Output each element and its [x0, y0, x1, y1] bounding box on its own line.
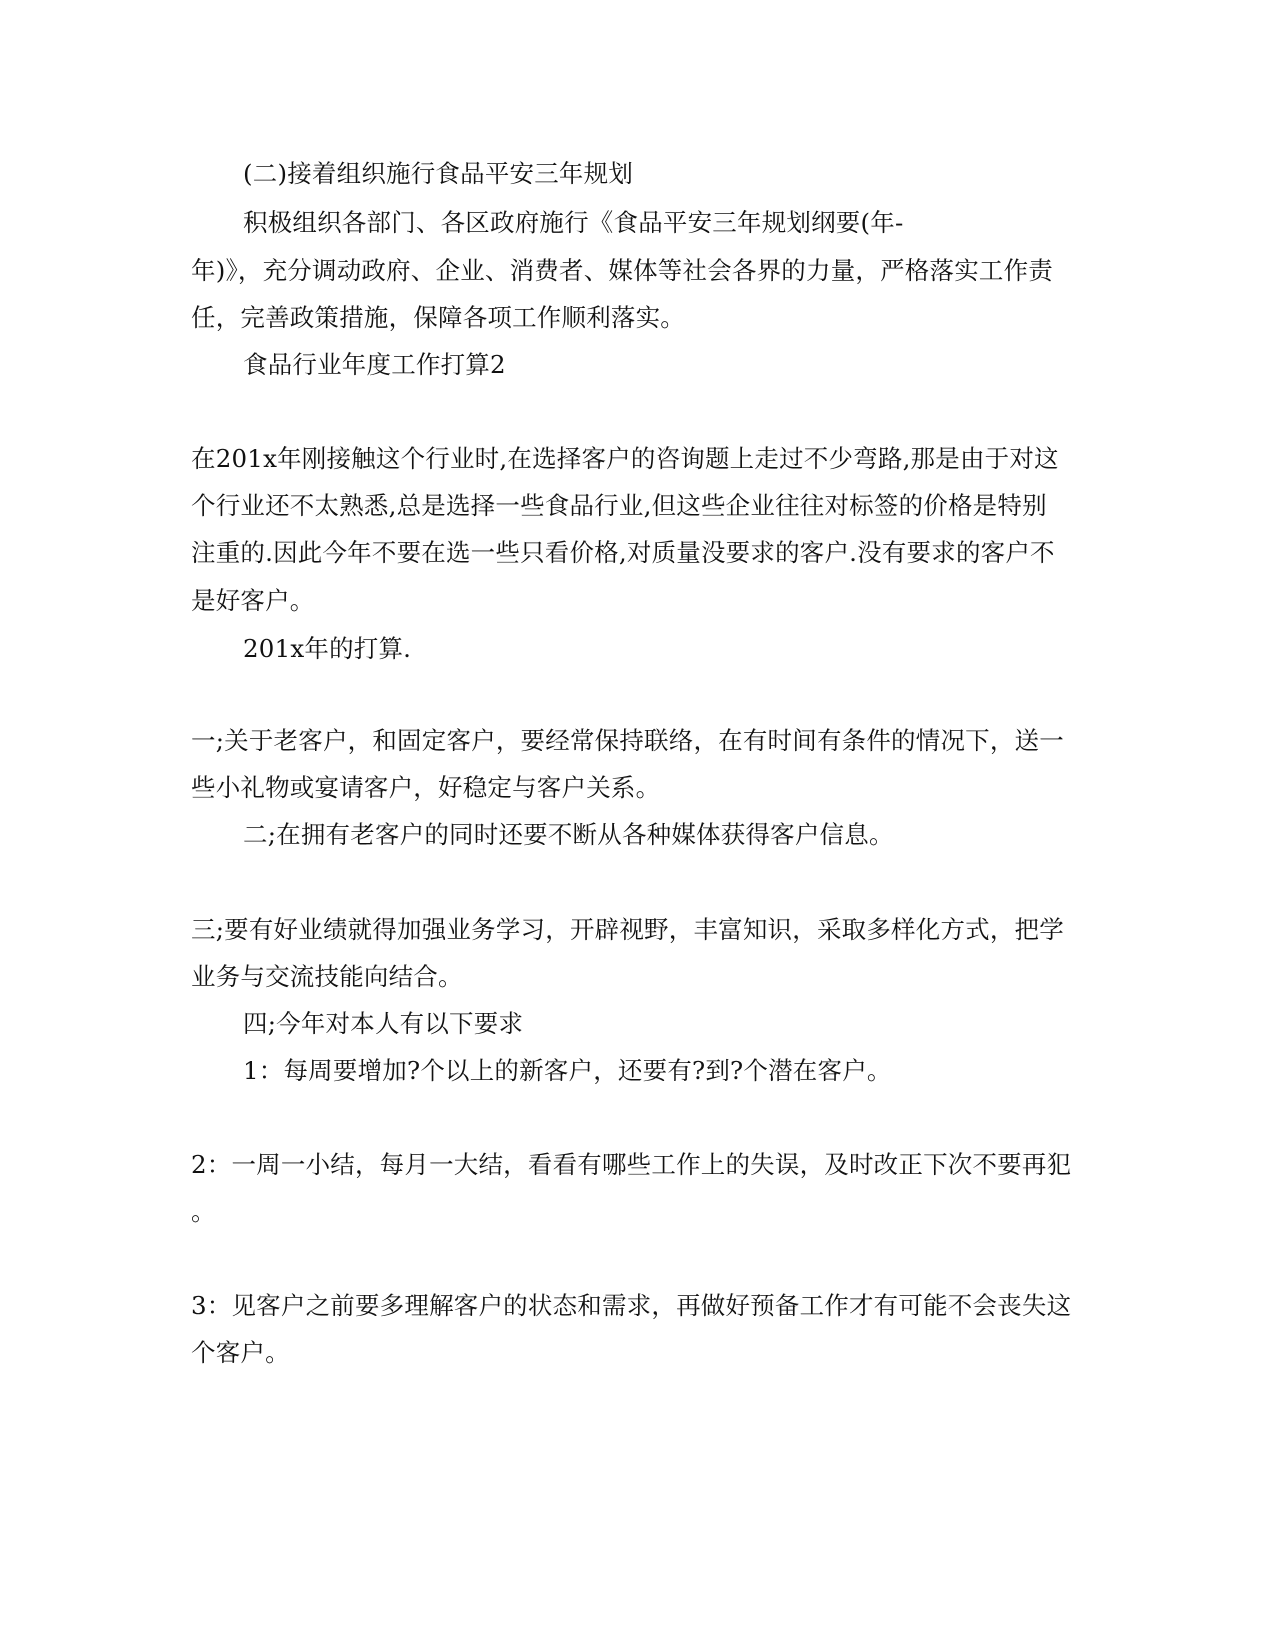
sub-list-item-continuation: 。: [191, 1197, 216, 1226]
document-title: 食品行业年度工作打算2: [243, 350, 506, 379]
paragraph-line: 在201x年刚接触这个行业时,在选择客户的咨询题上走过不少弯路,那是由于对这: [191, 444, 1059, 473]
paragraph-line: 注重的.因此今年不要在选一些只看价格,对质量没要求的客户.没有要求的客户不: [191, 538, 1055, 567]
paragraph-line: 任，完善政策措施，保障各项工作顺利落实。: [191, 303, 685, 332]
list-item: 四;今年对本人有以下要求: [243, 1009, 524, 1038]
paragraph-line: 个行业还不太熟悉,总是选择一些食品行业,但这些企业往往对标签的价格是特别: [191, 491, 1047, 520]
paragraph-line: 年)》，充分调动政府、企业、消费者、媒体等社会各界的力量，严格落实工作责: [191, 256, 1054, 285]
paragraph-line: 201x年的打算.: [243, 634, 412, 663]
section-heading: (二)接着组织施行食品平安三年规划: [243, 159, 634, 188]
sub-list-item: 2：一周一小结，每月一大结，看看有哪些工作上的失误，及时改正下次不要再犯: [191, 1150, 1072, 1179]
list-item-continuation: 些小礼物或宴请客户，好稳定与客户关系。: [191, 773, 661, 802]
list-item-continuation: 业务与交流技能向结合。: [191, 962, 463, 991]
list-item: 二;在拥有老客户的同时还要不断从各种媒体获得客户信息。: [243, 820, 894, 849]
sub-list-item: 1：每周要增加?个以上的新客户，还要有?到?个潜在客户。: [243, 1056, 892, 1085]
sub-list-item: 3：见客户之前要多理解客户的状态和需求，再做好预备工作才有可能不会丧失这: [191, 1291, 1072, 1320]
paragraph-line: 是好客户。: [191, 586, 315, 615]
list-item: 三;要有好业绩就得加强业务学习，开辟视野，丰富知识，采取多样化方式，把学: [191, 915, 1064, 944]
sub-list-item-continuation: 个客户。: [191, 1338, 290, 1367]
paragraph-line: 积极组织各部门、各区政府施行《食品平安三年规划纲要(年-: [243, 208, 904, 237]
list-item: 一;关于老客户，和固定客户，要经常保持联络，在有时间有条件的情况下，送一: [191, 726, 1064, 755]
